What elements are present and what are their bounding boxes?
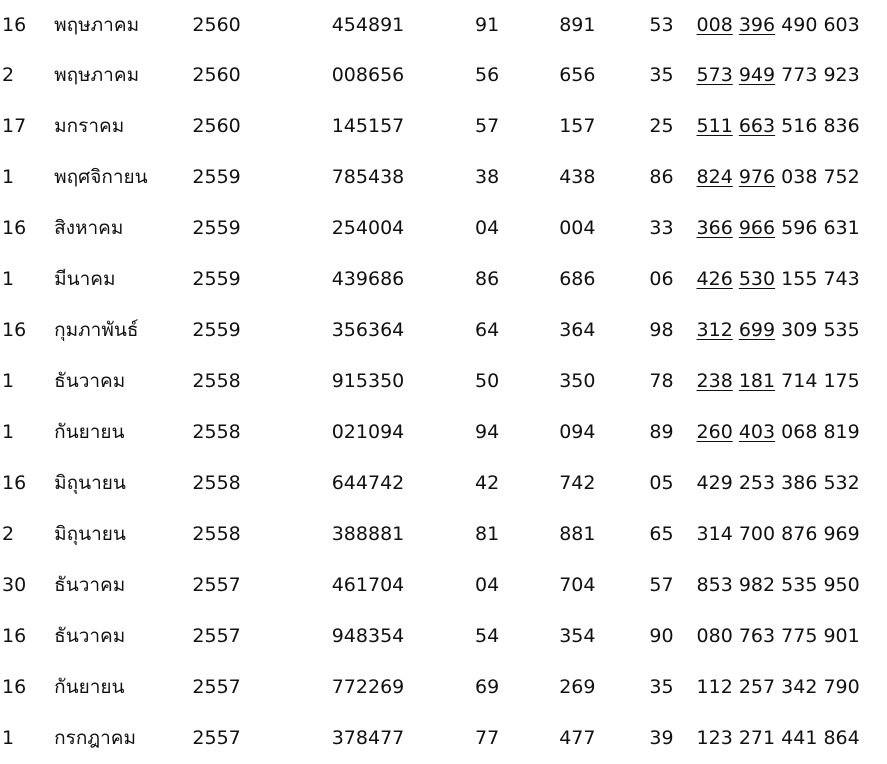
last-two-digits-cell: 69 bbox=[475, 676, 500, 698]
underlined-number: 699 bbox=[738, 319, 776, 341]
number: 038 bbox=[781, 166, 818, 188]
last-two-digits-cell: 64 bbox=[475, 319, 500, 341]
number: 923 bbox=[823, 64, 860, 86]
number: 700 bbox=[738, 523, 776, 545]
number: 864 bbox=[823, 727, 860, 749]
number: 836 bbox=[823, 115, 860, 137]
draw-day-cell: 17 bbox=[2, 115, 27, 137]
back-two-digits-cell: 86 bbox=[649, 166, 674, 188]
number: 853 bbox=[696, 574, 733, 596]
draw-day-cell: 16 bbox=[2, 676, 27, 698]
table-row bbox=[0, 509, 887, 560]
number: 309 bbox=[781, 319, 818, 341]
draw-day-cell: 1 bbox=[2, 727, 15, 749]
underlined-number: 238 bbox=[696, 370, 733, 392]
first-prize-cell: 378477 bbox=[331, 727, 405, 749]
draw-month-cell: พฤษภาคม bbox=[54, 13, 140, 36]
first-prize-cell: 454891 bbox=[331, 13, 405, 36]
first-prize-cell: 461704 bbox=[331, 574, 405, 596]
draw-year-cell: 2560 bbox=[192, 115, 241, 137]
underlined-number: 966 bbox=[738, 217, 776, 239]
three-digit-numbers-cell bbox=[697, 407, 887, 458]
table-row bbox=[0, 458, 887, 509]
back-two-digits-cell: 05 bbox=[649, 472, 674, 494]
number: 775 bbox=[781, 625, 818, 647]
table-row bbox=[0, 50, 887, 101]
number: 743 bbox=[823, 268, 860, 290]
last-two-digits-cell: 04 bbox=[475, 217, 500, 239]
draw-year-cell: 2559 bbox=[192, 166, 241, 188]
draw-day-cell: 16 bbox=[2, 625, 27, 647]
first-prize-cell: 254004 bbox=[331, 217, 405, 239]
underlined-number: 403 bbox=[738, 421, 776, 443]
last-two-digits-cell: 91 bbox=[475, 13, 500, 36]
number: 490 bbox=[781, 13, 818, 36]
underlined-number: 949 bbox=[738, 64, 776, 86]
draw-day-cell: 1 bbox=[2, 370, 15, 392]
three-digit-numbers-cell bbox=[697, 662, 887, 713]
first-prize-cell: 388881 bbox=[331, 523, 405, 545]
underlined-number: 573 bbox=[696, 64, 733, 86]
three-digit-numbers-cell bbox=[697, 458, 887, 509]
back-two-digits-cell: 65 bbox=[649, 523, 674, 545]
three-digit-numbers-cell bbox=[697, 50, 887, 101]
number: 773 bbox=[781, 64, 818, 86]
draw-year-cell: 2558 bbox=[192, 472, 241, 494]
number: 603 bbox=[823, 13, 860, 36]
underlined-number: 181 bbox=[738, 370, 776, 392]
number: 596 bbox=[781, 217, 818, 239]
underlined-number: 511 bbox=[696, 115, 733, 137]
draw-month-cell: กุมภาพันธ์ bbox=[54, 319, 139, 341]
underlined-number: 366 bbox=[696, 217, 733, 239]
number: 950 bbox=[823, 574, 860, 596]
draw-day-cell: 16 bbox=[2, 217, 27, 239]
last-two-digits-cell: 04 bbox=[475, 574, 500, 596]
draw-year-cell: 2558 bbox=[192, 523, 241, 545]
last-three-digits-cell: 094 bbox=[559, 421, 596, 443]
last-three-digits-cell: 686 bbox=[559, 268, 596, 290]
number: 752 bbox=[823, 166, 860, 188]
number: 819 bbox=[823, 421, 860, 443]
number: 123 bbox=[696, 727, 733, 749]
three-digit-numbers-cell bbox=[697, 509, 887, 560]
table-row bbox=[0, 356, 887, 407]
last-two-digits-cell: 77 bbox=[475, 727, 500, 749]
draw-month-cell: ธันวาคม bbox=[54, 574, 126, 596]
last-three-digits-cell: 269 bbox=[559, 676, 596, 698]
table-row bbox=[0, 305, 887, 356]
last-two-digits-cell: 94 bbox=[475, 421, 500, 443]
number: 386 bbox=[781, 472, 818, 494]
last-three-digits-cell: 656 bbox=[559, 64, 596, 86]
last-two-digits-cell: 56 bbox=[475, 64, 500, 86]
underlined-number: 824 bbox=[696, 166, 733, 188]
first-prize-cell: 948354 bbox=[331, 625, 405, 647]
number: 969 bbox=[823, 523, 860, 545]
last-three-digits-cell: 157 bbox=[559, 115, 596, 137]
draw-year-cell: 2559 bbox=[192, 319, 241, 341]
underlined-number: 008 bbox=[696, 13, 733, 36]
draw-year-cell: 2558 bbox=[192, 421, 241, 443]
number: 516 bbox=[781, 115, 818, 137]
draw-day-cell: 2 bbox=[2, 523, 15, 545]
table-row bbox=[0, 0, 887, 50]
underlined-number: 396 bbox=[738, 13, 776, 36]
draw-year-cell: 2557 bbox=[192, 625, 241, 647]
back-two-digits-cell: 98 bbox=[649, 319, 674, 341]
draw-month-cell: มกราคม bbox=[54, 115, 125, 137]
last-two-digits-cell: 54 bbox=[475, 625, 500, 647]
underlined-number: 530 bbox=[738, 268, 776, 290]
draw-year-cell: 2559 bbox=[192, 217, 241, 239]
underlined-number: 976 bbox=[738, 166, 776, 188]
number: 535 bbox=[781, 574, 818, 596]
first-prize-cell: 439686 bbox=[331, 268, 405, 290]
draw-day-cell: 30 bbox=[2, 574, 27, 596]
table-row bbox=[0, 152, 887, 203]
draw-year-cell: 2560 bbox=[192, 64, 241, 86]
back-two-digits-cell: 90 bbox=[649, 625, 674, 647]
three-digit-numbers-cell bbox=[697, 560, 887, 611]
underlined-number: 260 bbox=[696, 421, 733, 443]
number: 532 bbox=[823, 472, 860, 494]
table-row bbox=[0, 611, 887, 662]
draw-year-cell: 2558 bbox=[192, 370, 241, 392]
draw-month-cell: พฤษภาคม bbox=[54, 64, 140, 86]
draw-day-cell: 1 bbox=[2, 166, 15, 188]
number: 429 bbox=[696, 472, 733, 494]
number: 876 bbox=[781, 523, 818, 545]
table-row bbox=[0, 560, 887, 611]
three-digit-numbers-cell bbox=[697, 305, 887, 356]
number: 253 bbox=[738, 472, 776, 494]
number: 901 bbox=[823, 625, 860, 647]
draw-year-cell: 2557 bbox=[192, 574, 241, 596]
number: 314 bbox=[696, 523, 733, 545]
number: 714 bbox=[781, 370, 818, 392]
three-digit-numbers-cell bbox=[697, 101, 887, 152]
back-two-digits-cell: 33 bbox=[649, 217, 674, 239]
last-two-digits-cell: 50 bbox=[475, 370, 500, 392]
draw-month-cell: มีนาคม bbox=[54, 268, 116, 290]
first-prize-cell: 785438 bbox=[331, 166, 405, 188]
three-digit-numbers-cell bbox=[697, 0, 887, 50]
draw-year-cell: 2560 bbox=[192, 13, 241, 36]
number: 441 bbox=[781, 727, 818, 749]
last-three-digits-cell: 350 bbox=[559, 370, 596, 392]
draw-month-cell: ธันวาคม bbox=[54, 370, 126, 392]
draw-day-cell: 16 bbox=[2, 472, 27, 494]
number: 155 bbox=[781, 268, 818, 290]
back-two-digits-cell: 53 bbox=[649, 13, 674, 36]
back-two-digits-cell: 89 bbox=[649, 421, 674, 443]
back-two-digits-cell: 06 bbox=[649, 268, 674, 290]
last-three-digits-cell: 742 bbox=[559, 472, 596, 494]
number: 631 bbox=[823, 217, 860, 239]
last-two-digits-cell: 38 bbox=[475, 166, 500, 188]
draw-month-cell: กันยายน bbox=[54, 421, 125, 443]
last-three-digits-cell: 364 bbox=[559, 319, 596, 341]
number: 271 bbox=[738, 727, 776, 749]
draw-day-cell: 2 bbox=[2, 64, 15, 86]
underlined-number: 312 bbox=[696, 319, 733, 341]
number: 080 bbox=[696, 625, 733, 647]
number: 763 bbox=[738, 625, 776, 647]
three-digit-numbers-cell bbox=[697, 254, 887, 305]
draw-month-cell: พฤศจิกายน bbox=[54, 166, 148, 188]
first-prize-cell: 644742 bbox=[331, 472, 405, 494]
first-prize-cell: 915350 bbox=[331, 370, 405, 392]
last-three-digits-cell: 004 bbox=[559, 217, 596, 239]
underlined-number: 663 bbox=[738, 115, 776, 137]
three-digit-numbers-cell bbox=[697, 713, 887, 764]
last-three-digits-cell: 354 bbox=[559, 625, 596, 647]
draw-month-cell: ธันวาคม bbox=[54, 625, 126, 647]
draw-month-cell: มิถุนายน bbox=[54, 523, 126, 545]
last-two-digits-cell: 86 bbox=[475, 268, 500, 290]
first-prize-cell: 021094 bbox=[331, 421, 405, 443]
draw-day-cell: 16 bbox=[2, 319, 27, 341]
number: 112 bbox=[696, 676, 733, 698]
back-two-digits-cell: 78 bbox=[649, 370, 674, 392]
three-digit-numbers-cell bbox=[697, 611, 887, 662]
draw-year-cell: 2557 bbox=[192, 676, 241, 698]
draw-month-cell: กันยายน bbox=[54, 676, 125, 698]
number: 068 bbox=[781, 421, 818, 443]
number: 982 bbox=[738, 574, 776, 596]
back-two-digits-cell: 35 bbox=[649, 676, 674, 698]
last-two-digits-cell: 81 bbox=[475, 523, 500, 545]
last-two-digits-cell: 42 bbox=[475, 472, 500, 494]
draw-year-cell: 2557 bbox=[192, 727, 241, 749]
draw-year-cell: 2559 bbox=[192, 268, 241, 290]
table-row bbox=[0, 713, 887, 764]
last-three-digits-cell: 891 bbox=[559, 13, 596, 36]
three-digit-numbers-cell bbox=[697, 152, 887, 203]
first-prize-cell: 145157 bbox=[331, 115, 405, 137]
last-three-digits-cell: 704 bbox=[559, 574, 596, 596]
draw-month-cell: กรกฎาคม bbox=[54, 727, 136, 749]
draw-day-cell: 1 bbox=[2, 268, 15, 290]
table-row bbox=[0, 662, 887, 713]
draw-day-cell: 1 bbox=[2, 421, 15, 443]
last-three-digits-cell: 438 bbox=[559, 166, 596, 188]
back-two-digits-cell: 39 bbox=[649, 727, 674, 749]
table-row bbox=[0, 101, 887, 152]
last-three-digits-cell: 477 bbox=[559, 727, 596, 749]
first-prize-cell: 772269 bbox=[331, 676, 405, 698]
first-prize-cell: 356364 bbox=[331, 319, 405, 341]
table-row bbox=[0, 254, 887, 305]
back-two-digits-cell: 35 bbox=[649, 64, 674, 86]
number: 257 bbox=[738, 676, 776, 698]
draw-day-cell: 16 bbox=[2, 13, 27, 36]
table-row bbox=[0, 407, 887, 458]
number: 175 bbox=[823, 370, 860, 392]
draw-month-cell: สิงหาคม bbox=[54, 217, 124, 239]
last-two-digits-cell: 57 bbox=[475, 115, 500, 137]
underlined-number: 426 bbox=[696, 268, 733, 290]
number: 790 bbox=[823, 676, 860, 698]
last-three-digits-cell: 881 bbox=[559, 523, 596, 545]
three-digit-numbers-cell bbox=[697, 203, 887, 254]
three-digit-numbers-cell bbox=[697, 356, 887, 407]
back-two-digits-cell: 57 bbox=[649, 574, 674, 596]
number: 342 bbox=[781, 676, 818, 698]
back-two-digits-cell: 25 bbox=[649, 115, 674, 137]
draw-month-cell: มิถุนายน bbox=[54, 472, 126, 494]
table-row bbox=[0, 203, 887, 254]
number: 535 bbox=[823, 319, 860, 341]
first-prize-cell: 008656 bbox=[331, 64, 405, 86]
